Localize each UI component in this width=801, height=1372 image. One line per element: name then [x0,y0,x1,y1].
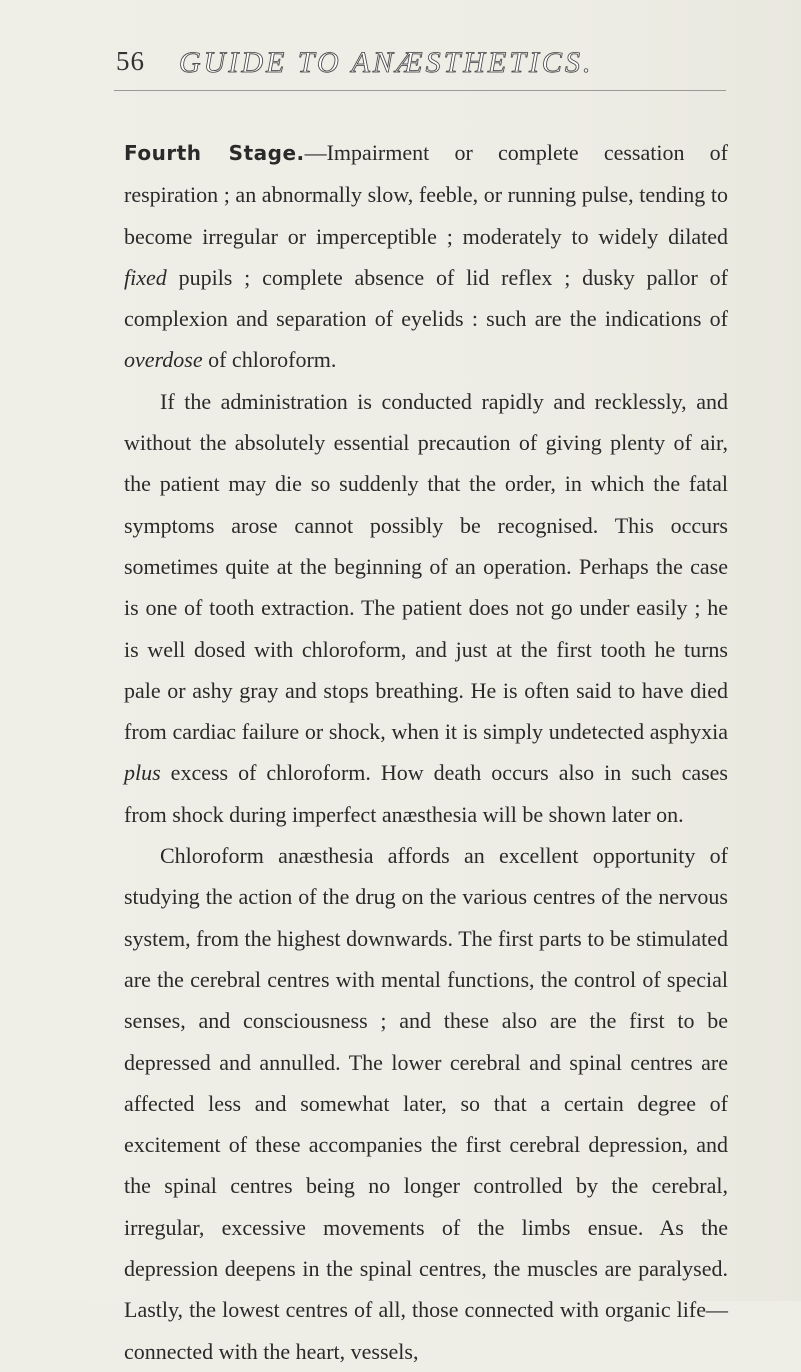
paragraph-chloroform-anaesthesia [124,835,728,1372]
body-text [124,132,728,1372]
text-run: If the administration is conducted rapidly and recklessly, and without the absolutely essential precaution of giving plenty of air, the patient may die so suddenly that the order, in which the fatal symptoms arose cannot possibly be recognised. This occurs sometimes quite at the beginning of an operation. Perhaps the case is one of tooth extraction. The patient does not go under easily ; he is well dosed with chloroform, and just at the first tooth he turns pale or ashy gray and stops breathing. He is often said to have died from cardiac failure or shock, when it is simply undetected asphyxia [124,388,728,745]
running-head [116,46,726,86]
italic-text: overdose [124,347,203,373]
section-heading: Fourth Stage. [124,141,305,165]
header-rule [114,90,726,91]
paragraph-administration [124,381,728,835]
running-title: GUIDE TO ANÆSTHETICS. [179,46,594,79]
text-run: Chloroform anæsthesia affords an excellent opportunity of studying the action of the drug on the various centres of the nervous system, from the highest downwards. The first parts to be stimulated are the cerebral centres with mental functions, the control of special senses, and consciousness ; and these also are the first to be depressed and annulled. The lower cerebral and spinal centres are affected less and somewhat later, so that a certain degree of excitement of these accompanies the first cerebral depression, and the spinal centres being no longer controlled by the cerebral, irregular, excessive movements of the limbs ensue. As the depression deepens in the spinal centres, the muscles are paralysed. Lastly, the lowest centres of all, those connected with organic life—connected with the heart, vessels, [124,843,728,1364]
text-run: of chloroform. [202,347,337,373]
text-run: excess of chloroform. How death occurs also in such cases from shock during imperfect anæsthesia will be shown later on. [124,760,728,827]
text-run: pupils ; complete absence of lid reflex ; dusky pallor of complexion and separation of eyelids : such are the indications of [124,264,728,332]
paragraph-fourth-stage [124,132,728,381]
italic-text: plus [124,760,161,786]
page-number: 56 [116,46,145,76]
text-run: —Impairment or complete cessation of respiration ; an abnormally slow, feeble, or running pulse, tending to become irregular or imperceptible ; moderately to widely dilated [124,140,728,249]
italic-text: fixed [124,264,167,290]
